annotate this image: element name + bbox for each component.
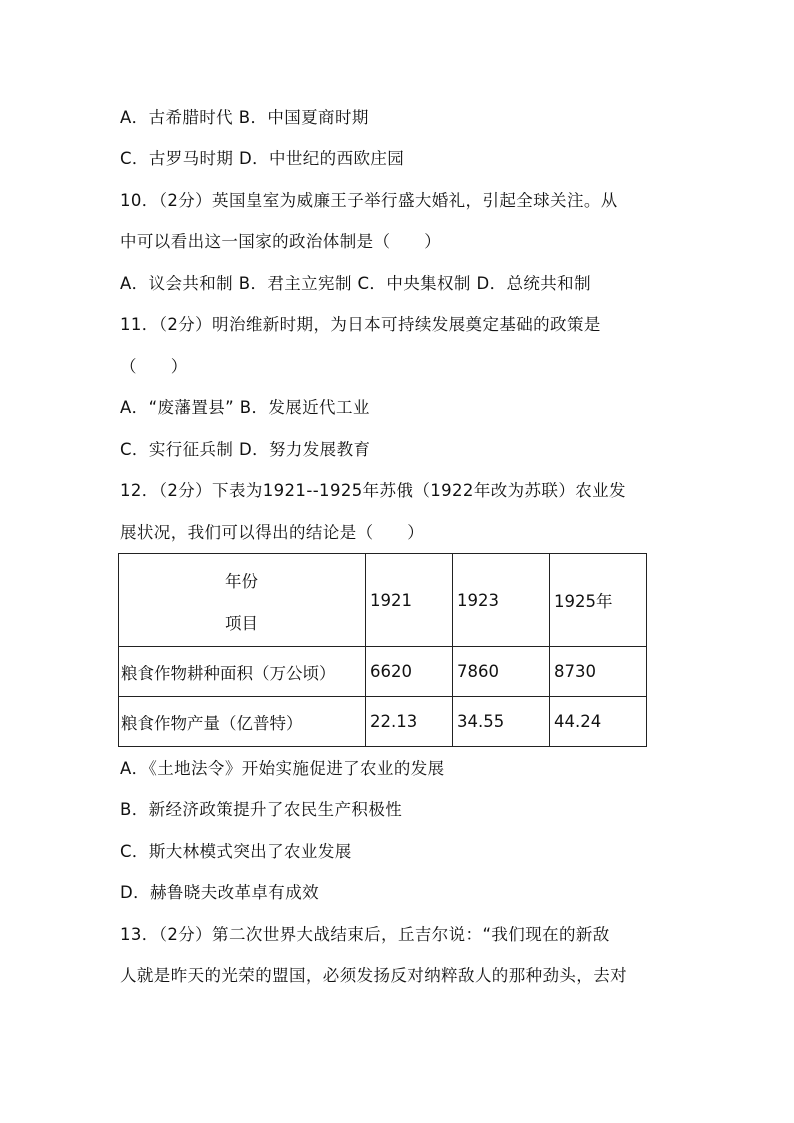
column-header: 1925年 (550, 554, 647, 647)
column-header: 1923 (453, 554, 550, 647)
q11-stem-line2: （ ） (120, 357, 188, 376)
header-item-label: 项目 (225, 614, 258, 633)
table-cell: 6620 (366, 647, 453, 697)
table-row (119, 647, 647, 697)
q12-option-a: A．《土地法令》开始实施促进了农业的发展 (120, 759, 445, 778)
q10-stem-line2: 中可以看出这一国家的政治体制是（ ） (120, 232, 442, 251)
table-row (119, 697, 647, 747)
q12-option-d: D．赫鲁晓夫改革卓有成效 (120, 883, 320, 902)
q10-options: A．议会共和制 B．君主立宪制 C．中央集权制 D．总统共和制 (120, 274, 591, 293)
q13-stem-line2: 人就是昨天的光荣的盟国，必须发扬反对纳粹敌人的那种劲头，去对 (120, 966, 627, 985)
row-label: 粮食作物产量（亿普特） (119, 697, 366, 747)
q9-options-cd: C．古罗马时期 D．中世纪的西欧庄园 (120, 149, 405, 168)
q13-stem-line1: 13．（2分）第二次世界大战结束后，丘吉尔说：“我们现在的新敌 (120, 925, 610, 944)
table-cell: 22.13 (366, 697, 453, 747)
q9-options-ab: A．古希腊时代 B．中国夏商时期 (120, 108, 369, 127)
table-cell: 7860 (453, 647, 550, 697)
q12-option-b: B．新经济政策提升了农民生产积极性 (120, 800, 403, 819)
table-cell: 44.24 (550, 697, 647, 747)
q12-stem-line1: 12．（2分）下表为1921--1925年苏俄（1922年改为苏联）农业发 (120, 481, 626, 500)
q12-stem-line2: 展状况，我们可以得出的结论是（ ） (120, 523, 425, 542)
table-header-row (119, 554, 647, 647)
table-corner-cell (119, 554, 366, 647)
table-cell: 34.55 (453, 697, 550, 747)
q10-stem-line1: 10．（2分）英国皇室为威廉王子举行盛大婚礼，引起全球关注。从 (120, 191, 618, 210)
q12-option-c: C．斯大林模式突出了农业发展 (120, 842, 352, 861)
agriculture-table (118, 553, 647, 747)
q11-options-ab: A．“废藩置县” B．发展近代工业 (120, 398, 370, 417)
column-header: 1921 (366, 554, 453, 647)
header-year-label: 年份 (225, 572, 258, 591)
q11-options-cd: C．实行征兵制 D．努力发展教育 (120, 440, 371, 459)
table-cell: 8730 (550, 647, 647, 697)
row-label: 粮食作物耕种面积（万公顷） (119, 647, 366, 697)
q11-stem-line1: 11．（2分）明治维新时期，为日本可持续发展奠定基础的政策是 (120, 315, 601, 334)
